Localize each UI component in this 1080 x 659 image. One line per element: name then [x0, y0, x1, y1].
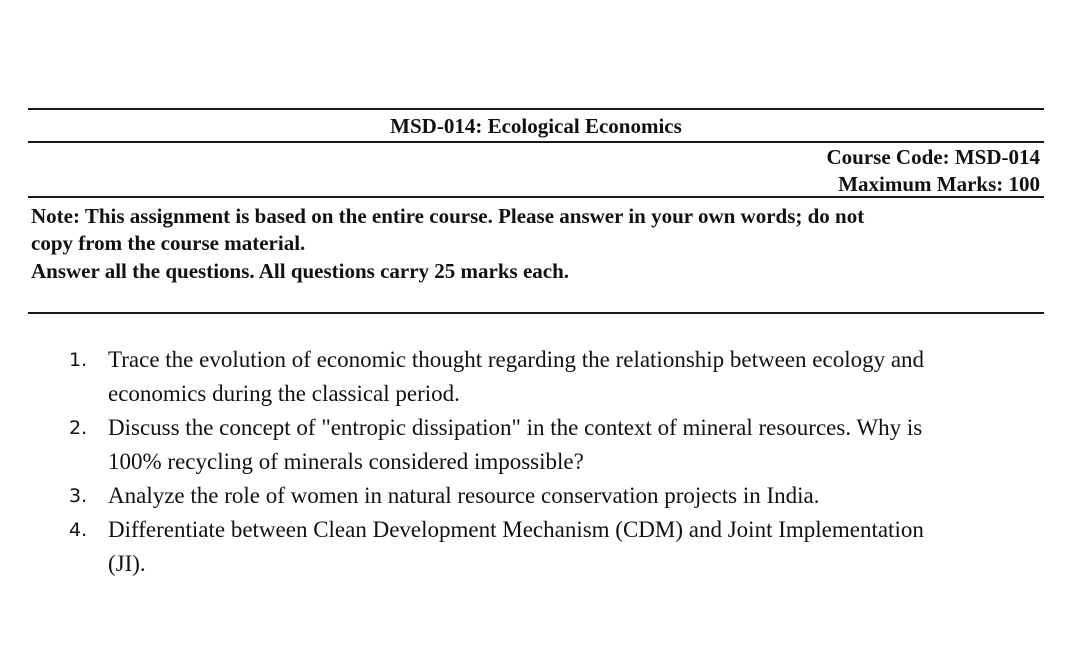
question-2	[0, 411, 1080, 479]
note-instructions: Answer all the questions. All questions carry 25 marks each.	[31, 259, 570, 283]
question-text	[108, 411, 1038, 479]
question-line: Analyze the role of women in natural resource conservation projects in India.	[108, 483, 820, 508]
note-line-2: copy from the course material.	[31, 231, 306, 255]
question-number: 2.	[69, 417, 88, 439]
question-line: Discuss the concept of "entropic dissipation" in the context of mineral resources. Why is	[108, 415, 923, 440]
meta-bottom-rule	[28, 196, 1044, 198]
question-line: economics during the classical period.	[108, 381, 460, 406]
question-number: 1.	[69, 349, 88, 371]
question-text	[108, 479, 1038, 513]
question-line: (JI).	[108, 551, 146, 576]
question-list	[0, 343, 1080, 581]
maximum-marks: Maximum Marks: 100	[838, 172, 1040, 196]
question-number: 4.	[69, 519, 88, 541]
course-code: Course Code: MSD-014	[826, 145, 1040, 169]
section-divider-rule	[28, 312, 1044, 314]
question-1	[0, 343, 1080, 411]
question-line: 100% recycling of minerals considered impossible?	[108, 449, 584, 474]
title-bottom-rule	[28, 141, 1044, 143]
question-4	[0, 513, 1080, 581]
question-text	[108, 343, 1038, 411]
top-rule	[28, 108, 1044, 110]
question-text	[108, 513, 1038, 581]
assignment-title: MSD-014: Ecological Economics	[390, 114, 682, 138]
question-line: Trace the evolution of economic thought regarding the relationship between ecology and	[108, 347, 925, 372]
question-number: 3.	[69, 485, 88, 507]
question-line: Differentiate between Clean Development Mechanism (CDM) and Joint Implementation	[108, 517, 924, 542]
question-3	[0, 479, 1080, 513]
note-line-1: Note: This assignment is based on the entire course. Please answer in your own words; do not	[31, 204, 865, 228]
